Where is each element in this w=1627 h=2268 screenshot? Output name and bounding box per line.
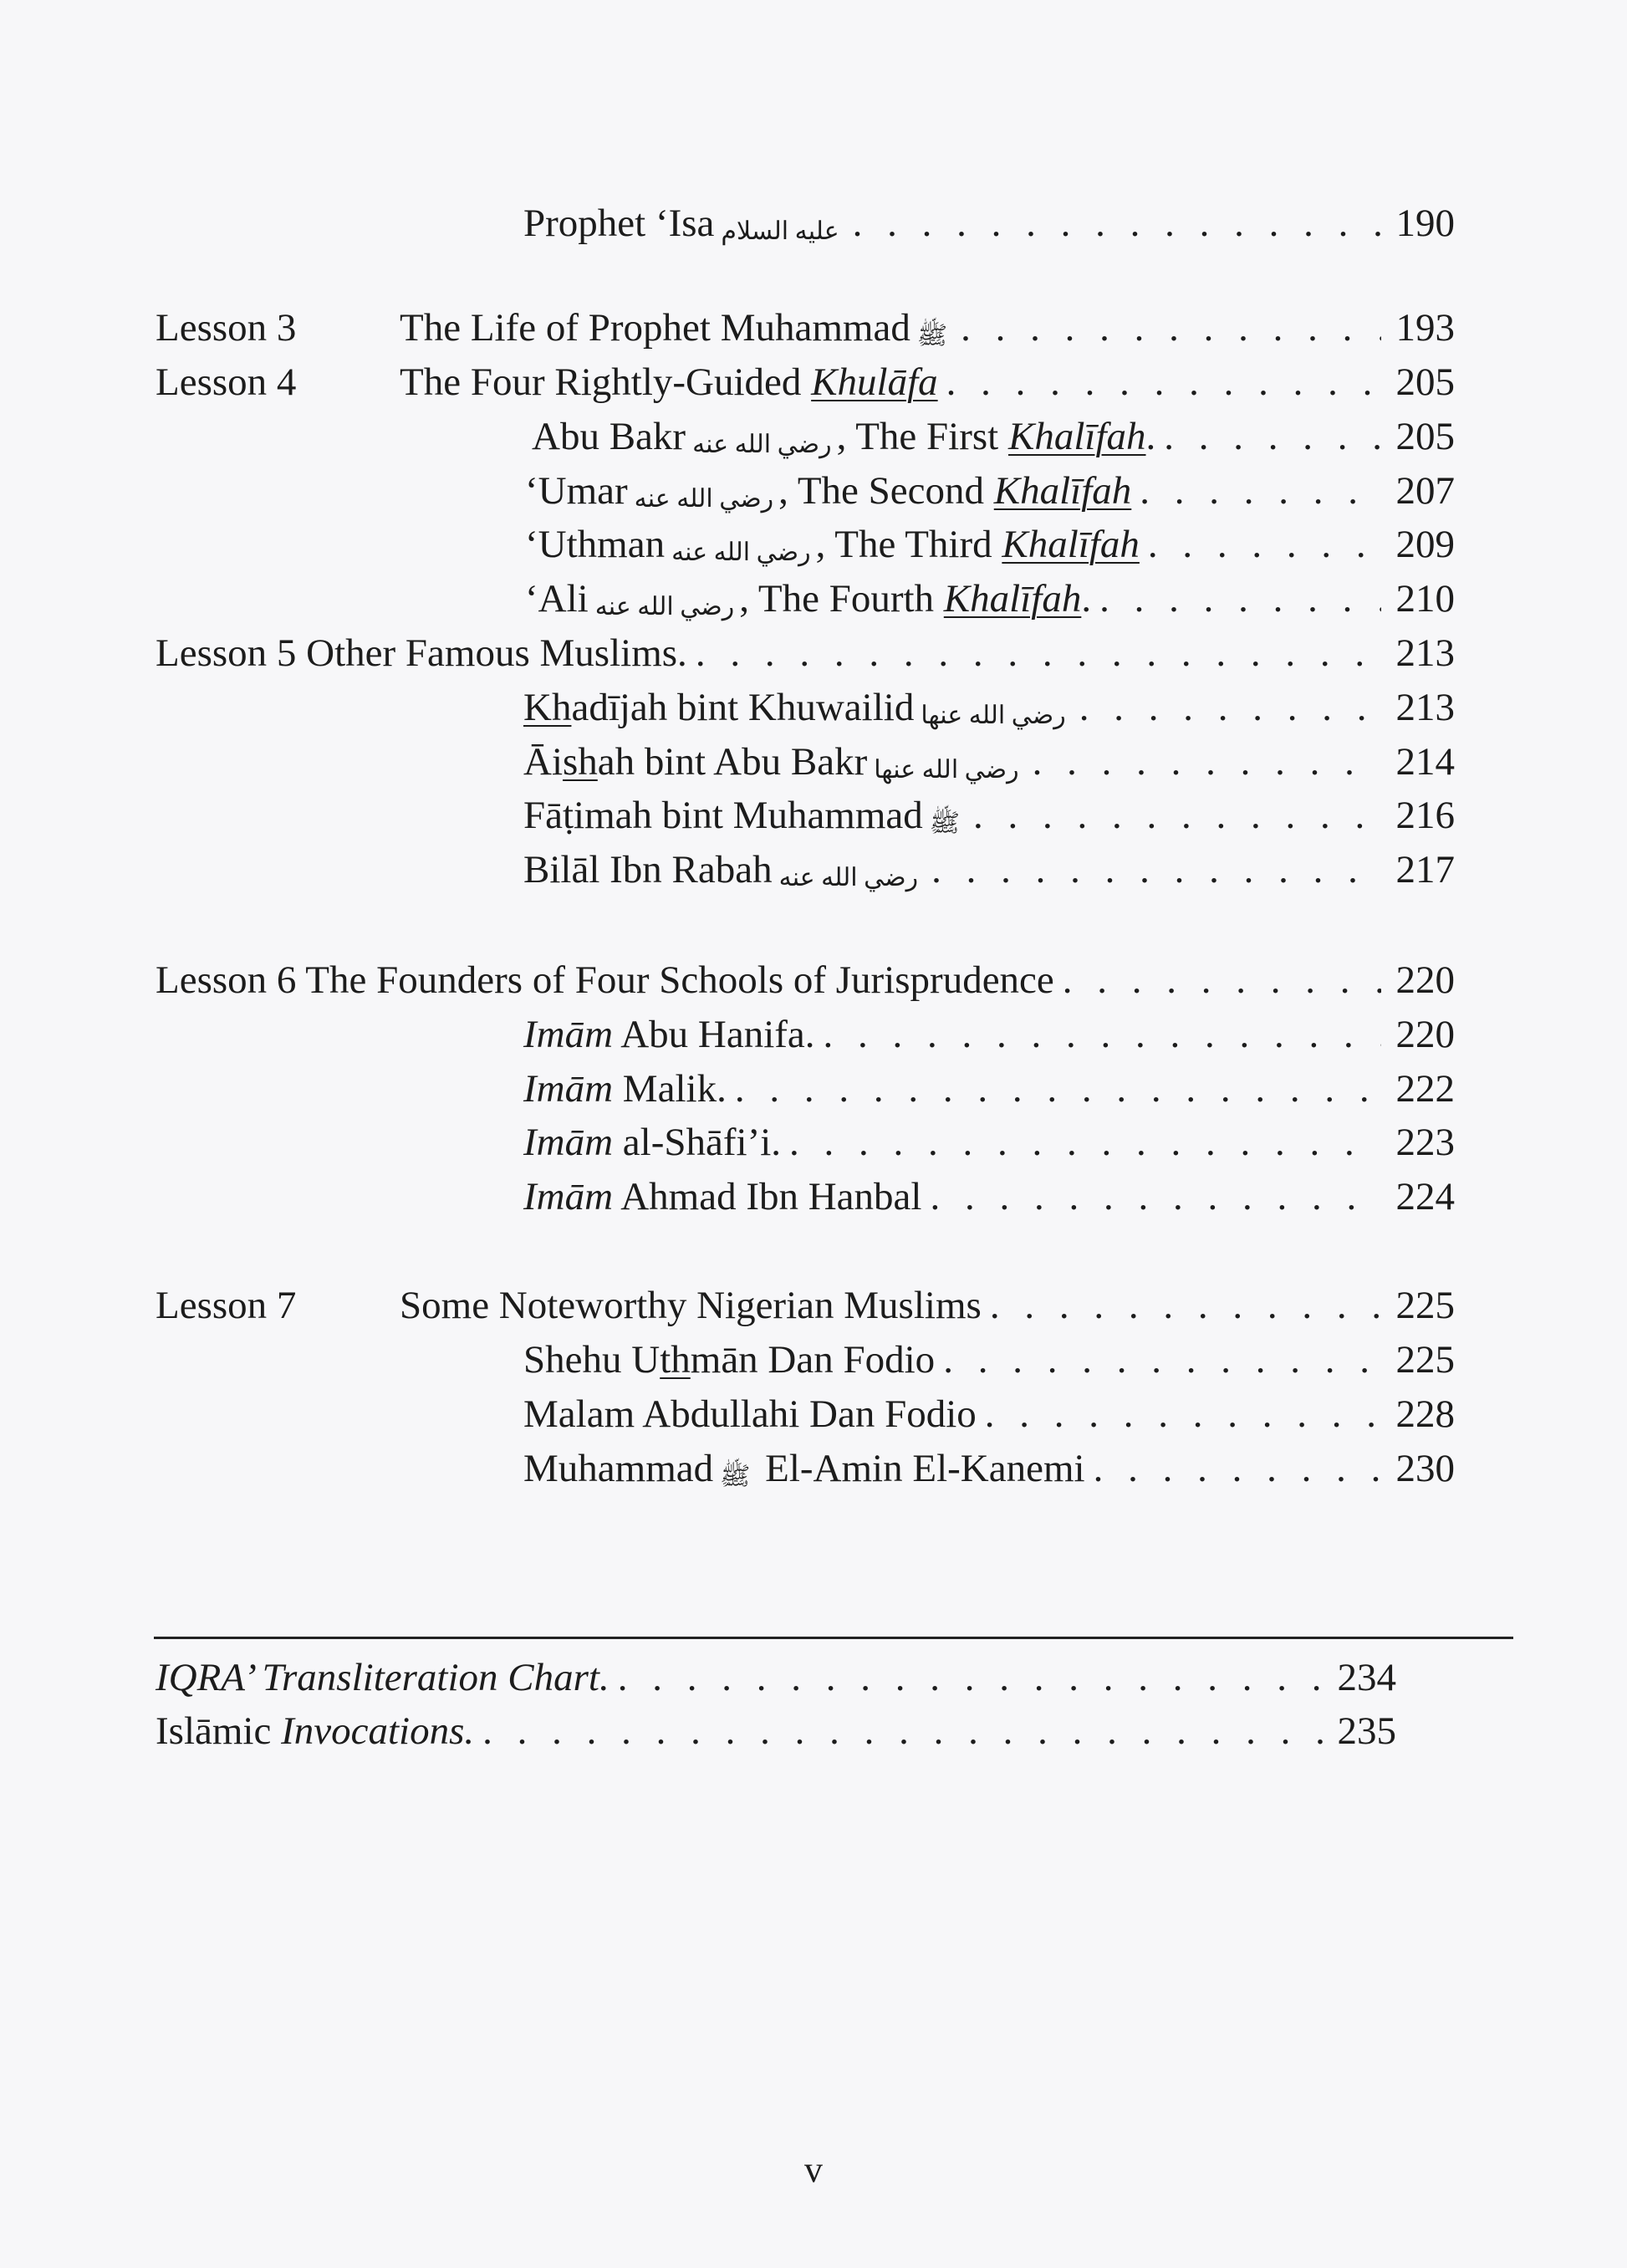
title-segment: .: [1081, 577, 1092, 621]
dot-leader: [1140, 465, 1381, 517]
page-ref: 228: [1395, 1392, 1455, 1436]
title-segment: Prophet ‘Isa: [523, 202, 715, 245]
honorific-calligraphy-icon: رضي الله عنه: [778, 864, 919, 891]
dot-leader: [1033, 736, 1381, 788]
page-ref: 230: [1395, 1447, 1455, 1490]
dot-leader: [930, 1171, 1381, 1223]
title-segment: mān Dan Fodio: [690, 1338, 936, 1382]
honorific-calligraphy-icon: ﷺ: [720, 1463, 751, 1490]
dot-leader: [1148, 518, 1381, 570]
page-ref: 210: [1395, 577, 1455, 621]
section-divider: [154, 1637, 1513, 1639]
lesson-label: Lesson 4: [156, 360, 297, 404]
honorific-calligraphy-icon: ﷺ: [929, 810, 961, 837]
dot-leader: [824, 1009, 1381, 1060]
page-ref: 214: [1395, 740, 1455, 784]
entry-title: [156, 954, 1054, 1006]
title-segment: ‘Uthman: [525, 523, 666, 566]
toc-entry[interactable]: [525, 518, 1455, 570]
title-segment: sh: [563, 740, 598, 784]
title-segment: ‘Ali: [525, 577, 589, 621]
entry-title: [156, 1652, 609, 1704]
dot-leader: [961, 302, 1381, 354]
page-ref: 207: [1395, 469, 1455, 513]
honorific-calligraphy-icon: رضي الله عنه: [594, 593, 735, 621]
title-segment: Bilāl Ibn Rabah: [523, 848, 773, 891]
page-ref: 209: [1395, 523, 1455, 566]
title-segment: Imām: [523, 1121, 614, 1164]
entry-title: [523, 736, 1024, 788]
dot-leader: [618, 1652, 1323, 1704]
title-segment: Invocations.: [281, 1709, 475, 1753]
toc-entry[interactable]: [523, 1009, 1455, 1060]
lesson-label: Lesson 7: [156, 1284, 297, 1327]
entry-title: [523, 1171, 921, 1223]
toc-entry[interactable]: [523, 1443, 1455, 1494]
dot-leader: [931, 844, 1381, 896]
dot-leader: [696, 627, 1381, 679]
entry-title: [523, 844, 923, 896]
page-ref: 235: [1337, 1709, 1396, 1753]
dot-leader: [1094, 1443, 1381, 1494]
toc-entry[interactable]: [523, 682, 1455, 733]
title-segment: , The Fourth: [739, 577, 944, 621]
lesson-label: Lesson 3: [156, 306, 297, 350]
title-segment: Imām: [523, 1013, 614, 1056]
dot-leader: [482, 1705, 1323, 1757]
entry-title: [523, 1116, 781, 1168]
dot-leader: [735, 1063, 1381, 1115]
page-ref: 220: [1395, 958, 1455, 1002]
toc-entry[interactable]: [156, 627, 1455, 679]
toc-entry[interactable]: [400, 302, 1455, 354]
title-segment: Muhammad: [523, 1447, 714, 1490]
toc-entry[interactable]: [523, 197, 1455, 249]
entry-title: [400, 302, 952, 354]
toc-entry[interactable]: [523, 736, 1455, 788]
dot-leader: [985, 1388, 1381, 1440]
dot-leader: [990, 1280, 1381, 1331]
title-segment: adījah bint Khuwailid: [571, 686, 915, 729]
title-segment: Lesson 5 Other Famous Muslims.: [156, 631, 687, 675]
page-ref: 220: [1395, 1013, 1455, 1056]
entry-title: [523, 1063, 727, 1115]
title-segment: al-Shāfi’i.: [613, 1121, 782, 1164]
toc-entry[interactable]: [523, 789, 1455, 841]
title-segment: Khulāfa: [811, 360, 938, 404]
toc-entry[interactable]: [523, 1334, 1455, 1386]
toc-entry[interactable]: [532, 411, 1455, 462]
toc-entry[interactable]: [400, 1280, 1455, 1331]
title-segment: Khalīfah: [1007, 415, 1146, 458]
honorific-calligraphy-icon: رضي الله عنه: [634, 485, 774, 513]
toc-entry[interactable]: [523, 1171, 1455, 1223]
title-segment: Imām: [523, 1067, 614, 1111]
page-ref: 223: [1395, 1121, 1455, 1164]
title-segment: , The Second: [778, 469, 994, 513]
toc-entry[interactable]: [400, 356, 1455, 408]
page-ref: 216: [1395, 794, 1455, 837]
honorific-calligraphy-icon: رضي الله عنه: [692, 431, 832, 458]
title-segment: ah bint Abu Bakr: [597, 740, 868, 784]
title-segment: Some Noteworthy Nigerian Muslims: [400, 1284, 982, 1327]
title-segment: th: [660, 1338, 691, 1382]
toc-entry[interactable]: [523, 844, 1455, 896]
page-ref: 213: [1395, 686, 1455, 729]
dot-leader: [1063, 954, 1381, 1006]
page-number: v: [804, 2149, 823, 2190]
title-segment: Abu Bakr: [532, 415, 686, 458]
entry-title: [525, 518, 1140, 570]
title-segment: Malik.: [613, 1067, 727, 1111]
page-ref: 224: [1395, 1175, 1455, 1218]
entry-title: [523, 1009, 815, 1060]
toc-entry[interactable]: [156, 1652, 1396, 1704]
toc-entry[interactable]: [525, 465, 1455, 517]
title-segment: Ahmad Ibn Hanbal: [613, 1175, 922, 1218]
dot-leader: [973, 789, 1381, 841]
title-segment: El-Amin El-Kanemi: [755, 1447, 1085, 1490]
toc-entry[interactable]: [523, 1063, 1455, 1115]
page-ref: 225: [1395, 1284, 1455, 1327]
honorific-calligraphy-icon: ﷺ: [916, 322, 948, 350]
dot-leader: [789, 1116, 1381, 1168]
toc-entry[interactable]: [523, 1116, 1455, 1168]
entry-title: [523, 1388, 977, 1440]
entry-title: [523, 682, 1071, 733]
title-segment: Khalīfah: [1002, 523, 1140, 566]
title-segment: , The First: [836, 415, 1008, 458]
dot-leader: [1079, 682, 1381, 733]
title-segment: Kh: [523, 686, 572, 729]
title-segment: The Life of Prophet Muhammad: [400, 306, 910, 350]
toc-entry[interactable]: [156, 954, 1455, 1006]
honorific-calligraphy-icon: رضي الله عنها: [921, 702, 1066, 729]
dot-leader: [1164, 411, 1381, 462]
title-segment: Khalīfah: [943, 577, 1082, 621]
honorific-calligraphy-icon: رضي الله عنها: [874, 756, 1019, 784]
dot-leader: [943, 1334, 1381, 1386]
entry-title: [532, 411, 1155, 462]
page-ref: 193: [1395, 306, 1455, 350]
entry-title: [156, 1705, 474, 1757]
title-segment: IQRA’ Transliteration Chart.: [156, 1656, 609, 1699]
title-segment: Imām: [523, 1175, 614, 1218]
title-segment: Islāmic: [156, 1709, 282, 1753]
entry-title: [523, 1443, 1085, 1494]
toc-entry[interactable]: [523, 1388, 1455, 1440]
page-ref: 234: [1337, 1656, 1396, 1699]
title-segment: Abu Hanifa.: [613, 1013, 815, 1056]
entry-title: [156, 627, 687, 679]
entry-title: [525, 573, 1091, 625]
title-segment: The Four Rightly-Guided: [400, 360, 812, 404]
title-segment: ‘Umar: [525, 469, 628, 513]
page-ref: 217: [1395, 848, 1455, 891]
title-segment: Malam Abdullahi Dan Fodio: [523, 1392, 977, 1436]
entry-title: [523, 197, 844, 249]
page-ref: 205: [1395, 360, 1455, 404]
page-ref: 222: [1395, 1067, 1455, 1111]
title-segment: Shehu U: [523, 1338, 660, 1382]
title-segment: Lesson 6 The Founders of Four Schools of Jurisprudence: [156, 958, 1054, 1002]
title-segment: Āi: [523, 740, 563, 784]
title-segment: , The Third: [815, 523, 1002, 566]
dot-leader: [946, 356, 1381, 408]
entry-title: [400, 356, 938, 408]
honorific-calligraphy-icon: رضي الله عنه: [671, 539, 811, 566]
entry-title: [523, 789, 965, 841]
entry-title: [523, 1334, 935, 1386]
dot-leader: [1099, 573, 1381, 625]
dot-leader: [853, 197, 1381, 249]
page-ref: 205: [1395, 415, 1455, 458]
title-segment: Fāṭimah bint Muhammad: [523, 794, 923, 837]
title-segment: Khalīfah: [993, 469, 1132, 513]
toc-entry[interactable]: [156, 1705, 1396, 1757]
toc-entry[interactable]: [525, 573, 1455, 625]
entry-title: [400, 1280, 982, 1331]
page-ref: 190: [1395, 202, 1455, 245]
honorific-calligraphy-icon: عليه السلام: [721, 217, 839, 245]
page-ref: 213: [1395, 631, 1455, 675]
title-segment: .: [1145, 415, 1156, 458]
page-ref: 225: [1395, 1338, 1455, 1382]
entry-title: [525, 465, 1131, 517]
